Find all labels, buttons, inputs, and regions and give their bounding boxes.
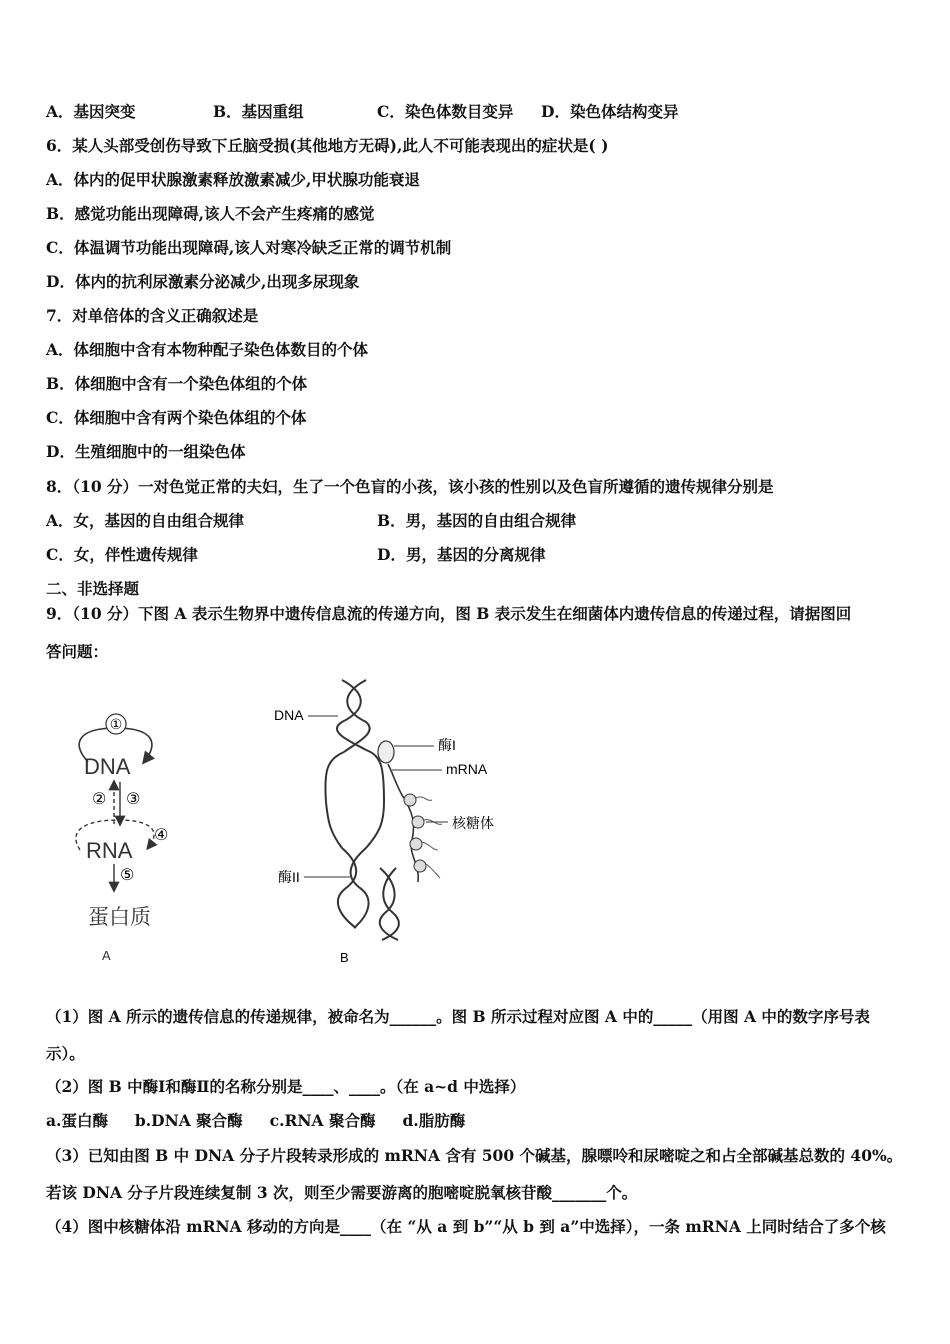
figa-num-5: ⑤ xyxy=(120,867,135,884)
q6-option-b: B．感觉功能出现障碍,该人不会产生疼痛的感觉 xyxy=(46,204,375,223)
q5-option-a: A．基因突变 xyxy=(46,102,136,121)
q9-sub1-line1: （1）图 A 所示的遗传信息的传递规律，被命名为______。图 B 所示过程对应图 A 中的_____（用图 A 中的数字序号表 xyxy=(46,1007,870,1026)
q9-sub2-choices: a.蛋白酶 b.DNA 聚合酶 c.RNA 聚合酶 d.脂肪酶 xyxy=(46,1111,466,1130)
q9-sub4-line1: （4）图中核糖体沿 mRNA 移动的方向是____（在 “从 a 到 b”“从 b 到 a”中选择），一条 mRNA 上同时结合了多个核 xyxy=(46,1217,886,1236)
ribosome-4 xyxy=(414,860,426,872)
q8-option-c: C．女，伴性遗传规律 xyxy=(46,545,198,564)
dna-lower-strand-3 xyxy=(380,868,398,940)
q5-option-b: B．基因重组 xyxy=(213,102,304,121)
figb-dna-label: DNA xyxy=(274,707,304,723)
figa-num-4: ④ xyxy=(154,827,169,844)
q8-option-d: D．男，基因的分离规律 xyxy=(377,545,546,564)
q5-option-c: C．染色体数目变异 xyxy=(377,102,514,121)
figb-caption: B xyxy=(340,950,349,965)
figa-dna-label: DNA xyxy=(84,754,131,779)
figa-caption: A xyxy=(102,948,111,963)
template-strand-right xyxy=(366,750,384,848)
q8-option-b: B．男，基因的自由组合规律 xyxy=(377,511,577,530)
enzyme-1-shape xyxy=(378,741,394,763)
dna-lower-strand-1 xyxy=(338,848,356,928)
figb-enzyme2-label: 酶II xyxy=(278,869,300,885)
q7-option-a: A．体细胞中含有本物种配子染色体数目的个体 xyxy=(46,340,369,359)
q5-option-d: D．染色体结构变异 xyxy=(541,102,679,121)
q9-sub1-line2: 示）。 xyxy=(46,1044,85,1063)
q8-stem: 8．（10 分）一对色觉正常的夫妇，生了一个色盲的小孩，该小孩的性别以及色盲所遵循的遗传规律分别是 xyxy=(46,477,774,496)
q7-option-b: B．体细胞中含有一个染色体组的个体 xyxy=(46,374,308,393)
q7-option-d: D．生殖细胞中的一组染色体 xyxy=(46,442,246,461)
q6-option-d: D．体内的抗利尿激素分泌减少,出现多尿现象 xyxy=(46,272,360,291)
figa-num-1: ① xyxy=(109,716,123,732)
section-heading: 二、非选择题 xyxy=(46,579,140,598)
template-strand-left xyxy=(325,752,344,848)
figb-mrna-label: mRNA xyxy=(446,761,488,777)
q6-option-c: C．体温调节功能出现障碍,该人对寒冷缺乏正常的调节机制 xyxy=(46,238,452,257)
q7-option-c: C．体细胞中含有两个染色体组的个体 xyxy=(46,408,307,427)
figa-rna-label: RNA xyxy=(86,838,133,863)
figb-ribosome-label: 核糖体 xyxy=(452,815,494,831)
figure-a xyxy=(60,700,200,970)
q9-stem-line1: 9．（10 分）下图 A 表示生物界中遗传信息流的传递方向，图 B 表示发生在细菌体内遗传信息的传递过程，请据图回 xyxy=(46,604,852,623)
figa-num-3: ③ xyxy=(126,791,141,808)
figa-protein-label: 蛋白质 xyxy=(88,906,151,929)
q7-stem: 7．对单倍体的含义正确叙述是 xyxy=(46,306,259,325)
q6-stem: 6．某人头部受创伤导致下丘脑受损(其他地方无碍),此人不可能表现出的症状是( ) xyxy=(46,136,609,155)
q8-option-a: A．女，基因的自由组合规律 xyxy=(46,511,245,530)
q9-sub3-line1: （3）已知由图 B 中 DNA 分子片段转录形成的 mRNA 含有 500 个碱基，腺嘌呤和尿嘧啶之和占全部碱基总数的 40%。 xyxy=(46,1146,903,1165)
ribosome-3 xyxy=(410,838,422,850)
q9-stem-line2: 答问题： xyxy=(46,642,109,661)
figa-num-2: ② xyxy=(92,791,107,808)
q9-sub3-line2: 若该 DNA 分子片段连续复制 3 次，则至少需要游离的胞嘧啶脱氧核苷酸_______个。 xyxy=(46,1183,638,1202)
q6-option-a: A．体内的促甲状腺激素释放激素减少,甲状腺功能衰退 xyxy=(46,170,420,189)
q9-sub2: （2）图 B 中酶Ⅰ和酶Ⅱ的名称分别是____、____。（在 a~d 中选择） xyxy=(46,1077,526,1096)
figb-enzyme1-label: 酶I xyxy=(438,737,456,753)
figure-b xyxy=(270,672,510,972)
ribosome-2 xyxy=(412,816,424,828)
ribosome-1 xyxy=(404,794,416,806)
